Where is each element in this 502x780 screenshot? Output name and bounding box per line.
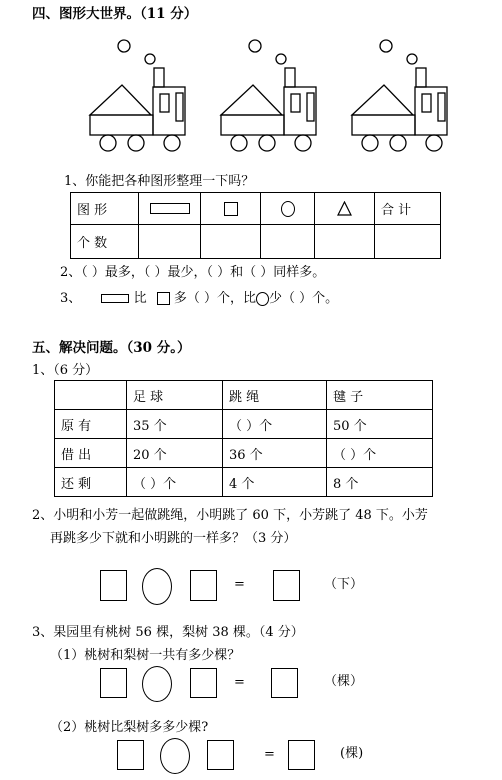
section-5-title: 五、解决问题。（30 分。） bbox=[32, 340, 191, 356]
unit-label: （下） bbox=[324, 577, 364, 592]
question-5-2-line2: 再跳多少下就和小明跳的一样多？（3 分） bbox=[50, 531, 297, 546]
unit-label: (棵) bbox=[340, 746, 364, 761]
question-number: 3、 bbox=[60, 291, 82, 306]
row-label-count: 个 数 bbox=[71, 225, 139, 259]
table-row: 还 剩 （ ）个 4 个 8 个 bbox=[55, 468, 433, 497]
section-4-title: 四、图形大世界。（11 分） bbox=[32, 6, 198, 22]
question-5-3-1: （1）桃树和梨树一共有多少棵？ bbox=[50, 648, 241, 663]
total-label: 合 计 bbox=[375, 193, 441, 225]
answer-box[interactable] bbox=[207, 740, 234, 770]
operator-circle[interactable] bbox=[142, 666, 172, 702]
square-icon bbox=[224, 202, 238, 216]
question-5-3-2: （2）桃树比梨树多多少棵? bbox=[50, 720, 209, 735]
question-4-3: 3、 比 多（ ）个，比 少（ ）个。 bbox=[60, 291, 339, 306]
answer-box[interactable] bbox=[288, 740, 315, 770]
question-5-1-label: 1、（6 分） bbox=[32, 363, 99, 378]
question-5-2-line1: 2、小明和小芳一起做跳绳，小明跳了 60 下，小芳跳了 48 下。小芳 bbox=[32, 508, 428, 523]
answer-box[interactable] bbox=[271, 668, 298, 698]
row-label-shapes: 图 形 bbox=[71, 193, 139, 225]
inventory-table bbox=[54, 380, 433, 497]
question-4-1: 1、你能把各种图形整理一下吗？ bbox=[64, 174, 255, 189]
equals-sign: = bbox=[234, 577, 245, 592]
triangle-icon bbox=[337, 201, 352, 216]
answer-box[interactable] bbox=[190, 668, 217, 698]
equals-sign: = bbox=[234, 675, 245, 690]
rectangle-icon bbox=[150, 203, 190, 214]
train-figure-2 bbox=[219, 38, 339, 156]
count-cell[interactable] bbox=[139, 225, 201, 259]
unit-label: （棵） bbox=[324, 674, 364, 689]
train-figure-3 bbox=[350, 38, 470, 156]
count-cell[interactable] bbox=[315, 225, 375, 259]
answer-box[interactable] bbox=[100, 570, 127, 601]
answer-box[interactable] bbox=[117, 740, 144, 770]
question-4-2: 2、（ ）最多，（ ）最少，（ ）和（ ）同样多。 bbox=[60, 265, 326, 280]
rectangle-icon bbox=[101, 294, 129, 303]
operator-circle[interactable] bbox=[160, 738, 190, 774]
table-row: 原 有 35 个 （ ）个 50 个 bbox=[55, 410, 433, 439]
operator-circle[interactable] bbox=[142, 568, 172, 605]
count-cell[interactable] bbox=[201, 225, 261, 259]
shape-count-table bbox=[70, 192, 441, 259]
square-icon bbox=[157, 292, 170, 305]
train-figure-1 bbox=[88, 38, 208, 156]
header-shuttlecock: 毽 子 bbox=[327, 381, 433, 410]
equals-sign: = bbox=[264, 747, 275, 762]
circle-icon bbox=[256, 292, 269, 306]
answer-box[interactable] bbox=[190, 570, 217, 601]
answer-box[interactable] bbox=[100, 668, 127, 698]
count-cell[interactable] bbox=[261, 225, 315, 259]
circle-icon bbox=[281, 201, 295, 217]
answer-box[interactable] bbox=[273, 570, 300, 601]
question-5-3: 3、果园里有桃树 56 棵，梨树 38 棵。（4 分） bbox=[32, 625, 304, 640]
header-jump-rope: 跳 绳 bbox=[223, 381, 327, 410]
table-row: 借 出 20 个 36 个 （ ）个 bbox=[55, 439, 433, 468]
count-cell[interactable] bbox=[375, 225, 441, 259]
header-football: 足 球 bbox=[127, 381, 223, 410]
